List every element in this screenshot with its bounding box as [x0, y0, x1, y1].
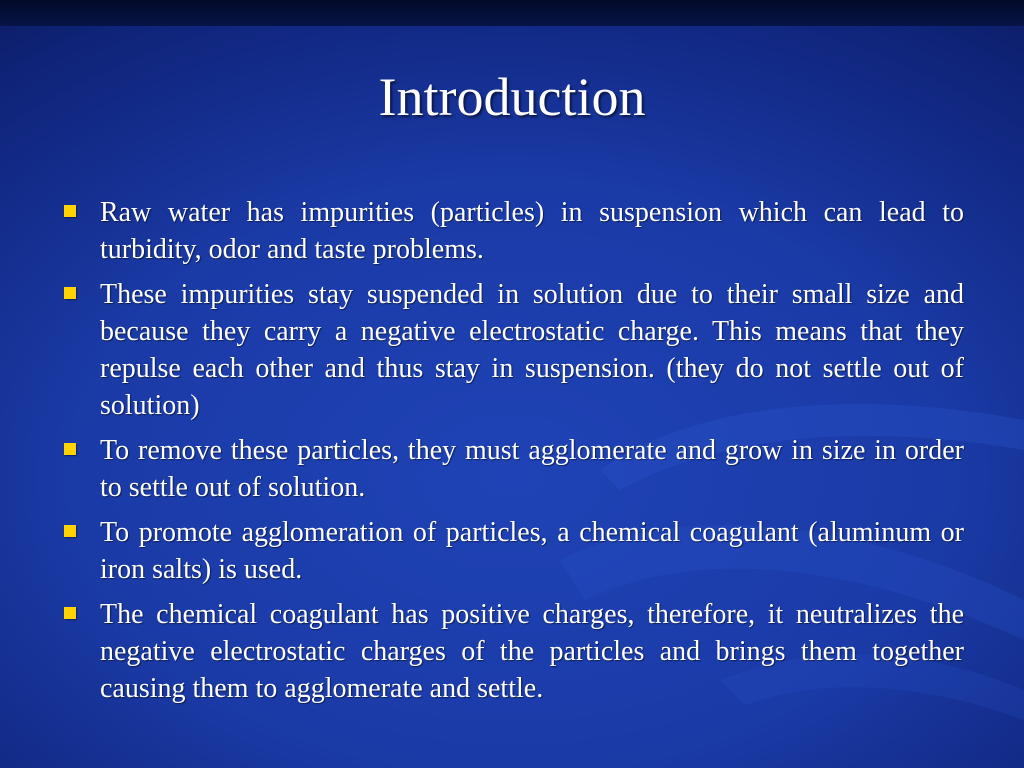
bullet-text: Raw water has impurities (particles) in suspension which can lead to turbidity, odor and taste problems.	[100, 197, 964, 265]
slide-title: Introduction	[378, 67, 646, 127]
bullet-item	[60, 596, 964, 707]
square-bullet-icon	[64, 607, 76, 619]
bullet-item	[60, 194, 964, 268]
bullet-item	[60, 514, 964, 588]
bullet-list	[60, 194, 964, 715]
bullet-text: These impurities stay suspended in solution due to their small size and because they carry a negative electrostatic charge. This means that they repulse each other and thus stay in suspension. (they do not settle out of solution)	[100, 279, 964, 421]
square-bullet-icon	[64, 205, 76, 217]
bullet-item	[60, 276, 964, 424]
bullet-text: To promote agglomeration of particles, a chemical coagulant (aluminum or iron salts) is used.	[100, 517, 964, 585]
top-band	[0, 0, 1024, 26]
square-bullet-icon	[64, 443, 76, 455]
bullet-text: To remove these particles, they must agglomerate and grow in size in order to settle out of solution.	[100, 435, 964, 503]
square-bullet-icon	[64, 525, 76, 537]
square-bullet-icon	[64, 287, 76, 299]
bullet-item	[60, 432, 964, 506]
bullet-text: The chemical coagulant has positive charges, therefore, it neutralizes the negative electrostatic charges of the particles and brings them together causing them to agglomerate and settle.	[100, 599, 964, 704]
